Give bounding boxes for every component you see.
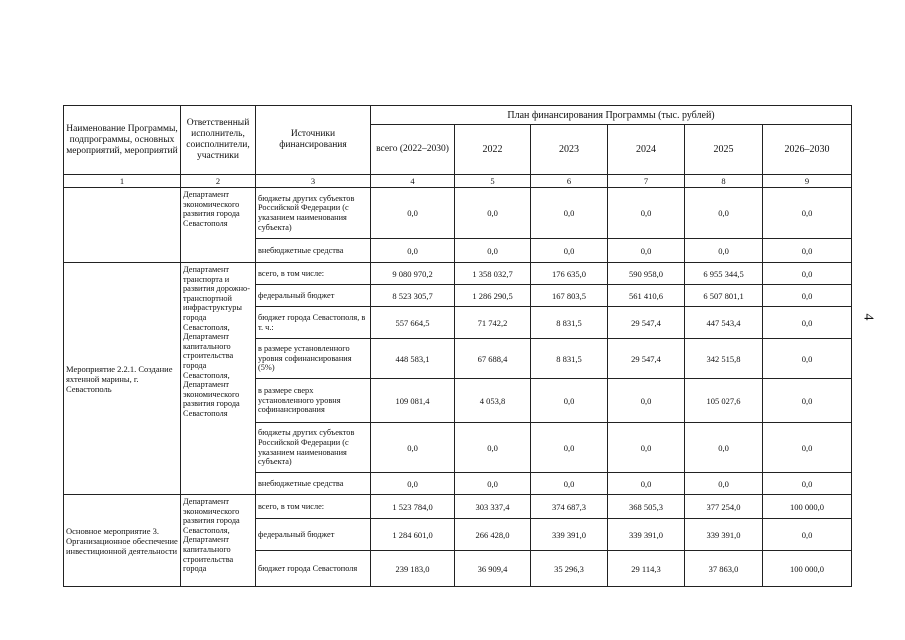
amount-cell: 0,0 bbox=[371, 188, 455, 239]
amount-cell: 35 296,3 bbox=[531, 551, 608, 587]
amount-cell: 71 742,2 bbox=[455, 307, 531, 339]
amount-cell: 105 027,6 bbox=[685, 379, 763, 423]
header-plan-title: План финансирования Программы (тыс. рублей) bbox=[371, 106, 852, 125]
financing-table bbox=[63, 105, 852, 587]
column-number: 8 bbox=[685, 175, 763, 188]
amount-cell: 368 505,3 bbox=[608, 495, 685, 519]
funding-source: всего, в том числе: bbox=[256, 263, 371, 285]
amount-cell: 1 286 290,5 bbox=[455, 285, 531, 307]
column-number: 1 bbox=[64, 175, 181, 188]
amount-cell: 9 080 970,2 bbox=[371, 263, 455, 285]
amount-cell: 0,0 bbox=[763, 263, 852, 285]
funding-source: в размере установленного уровня софинансирования (5%) bbox=[256, 339, 371, 379]
funding-source: федеральный бюджет bbox=[256, 285, 371, 307]
amount-cell: 0,0 bbox=[763, 473, 852, 495]
amount-cell: 0,0 bbox=[531, 473, 608, 495]
amount-cell: 0,0 bbox=[763, 423, 852, 473]
amount-cell: 0,0 bbox=[608, 423, 685, 473]
executor: Департамент экономического развития города Севастополя, Департамент капитального строительства города bbox=[181, 495, 256, 587]
amount-cell: 339 391,0 bbox=[531, 519, 608, 551]
amount-cell: 0,0 bbox=[608, 473, 685, 495]
page-number: 4 bbox=[860, 313, 876, 321]
amount-cell: 0,0 bbox=[763, 519, 852, 551]
amount-cell: 0,0 bbox=[763, 188, 852, 239]
amount-cell: 36 909,4 bbox=[455, 551, 531, 587]
amount-cell: 4 053,8 bbox=[455, 379, 531, 423]
amount-cell: 0,0 bbox=[371, 239, 455, 263]
amount-cell: 100 000,0 bbox=[763, 495, 852, 519]
amount-cell: 0,0 bbox=[531, 188, 608, 239]
activity-name: Основное мероприятие 3. Организационное обеспечение инвестиционной деятельности bbox=[64, 495, 181, 587]
amount-cell: 342 515,8 bbox=[685, 339, 763, 379]
amount-cell: 100 000,0 bbox=[763, 551, 852, 587]
amount-cell: 0,0 bbox=[371, 423, 455, 473]
amount-cell: 377 254,0 bbox=[685, 495, 763, 519]
amount-cell: 6 955 344,5 bbox=[685, 263, 763, 285]
amount-cell: 339 391,0 bbox=[608, 519, 685, 551]
activity-name: Мероприятие 2.2.1. Создание яхтенной марины, г. Севастополь bbox=[64, 263, 181, 495]
amount-cell: 0,0 bbox=[763, 239, 852, 263]
amount-cell: 0,0 bbox=[455, 423, 531, 473]
amount-cell: 29 547,4 bbox=[608, 307, 685, 339]
funding-source: внебюджетные средства bbox=[256, 239, 371, 263]
amount-cell: 29 547,4 bbox=[608, 339, 685, 379]
amount-cell: 37 863,0 bbox=[685, 551, 763, 587]
funding-source: всего, в том числе: bbox=[256, 495, 371, 519]
amount-cell: 0,0 bbox=[455, 188, 531, 239]
funding-source: федеральный бюджет bbox=[256, 519, 371, 551]
column-number: 3 bbox=[256, 175, 371, 188]
column-number: 6 bbox=[531, 175, 608, 188]
amount-cell: 29 114,3 bbox=[608, 551, 685, 587]
funding-source: бюджет города Севастополя bbox=[256, 551, 371, 587]
amount-cell: 239 183,0 bbox=[371, 551, 455, 587]
header-year: 2025 bbox=[685, 125, 763, 175]
amount-cell: 176 635,0 bbox=[531, 263, 608, 285]
amount-cell: 0,0 bbox=[685, 473, 763, 495]
table-row bbox=[64, 263, 852, 285]
funding-source: бюджет города Севастополя, в т. ч.: bbox=[256, 307, 371, 339]
table-row bbox=[64, 495, 852, 519]
header-year: 2026–2030 bbox=[763, 125, 852, 175]
amount-cell: 8 831,5 bbox=[531, 339, 608, 379]
column-number: 7 bbox=[608, 175, 685, 188]
amount-cell: 0,0 bbox=[531, 379, 608, 423]
amount-cell: 0,0 bbox=[455, 473, 531, 495]
executor: Департамент транспорта и развития дорожно-транспортной инфраструктуры города Севастополя, Департамент капитального строительства города Севастополя, Департамент экономического развития города Севастополя bbox=[181, 263, 256, 495]
amount-cell: 339 391,0 bbox=[685, 519, 763, 551]
amount-cell: 0,0 bbox=[531, 423, 608, 473]
amount-cell: 0,0 bbox=[763, 379, 852, 423]
header-year: 2023 bbox=[531, 125, 608, 175]
amount-cell: 0,0 bbox=[763, 339, 852, 379]
funding-source: бюджеты других субъектов Российской Федерации (с указанием наименования субъекта) bbox=[256, 188, 371, 239]
amount-cell: 0,0 bbox=[763, 285, 852, 307]
amount-cell: 109 081,4 bbox=[371, 379, 455, 423]
amount-cell: 0,0 bbox=[608, 379, 685, 423]
amount-cell: 0,0 bbox=[531, 239, 608, 263]
header-name: Наименование Программы, подпрограммы, основных мероприятий, мероприятий bbox=[64, 106, 181, 175]
amount-cell: 0,0 bbox=[608, 188, 685, 239]
amount-cell: 1 358 032,7 bbox=[455, 263, 531, 285]
amount-cell: 8 831,5 bbox=[531, 307, 608, 339]
table-row bbox=[64, 188, 852, 239]
amount-cell: 557 664,5 bbox=[371, 307, 455, 339]
activity-name bbox=[64, 188, 181, 263]
header-year: 2022 bbox=[455, 125, 531, 175]
amount-cell: 266 428,0 bbox=[455, 519, 531, 551]
amount-cell: 374 687,3 bbox=[531, 495, 608, 519]
amount-cell: 0,0 bbox=[763, 307, 852, 339]
amount-cell: 0,0 bbox=[371, 473, 455, 495]
amount-cell: 448 583,1 bbox=[371, 339, 455, 379]
funding-source: в размере сверх установленного уровня софинансирования bbox=[256, 379, 371, 423]
amount-cell: 561 410,6 bbox=[608, 285, 685, 307]
column-number: 4 bbox=[371, 175, 455, 188]
amount-cell: 590 958,0 bbox=[608, 263, 685, 285]
amount-cell: 1 284 601,0 bbox=[371, 519, 455, 551]
amount-cell: 8 523 305,7 bbox=[371, 285, 455, 307]
amount-cell: 303 337,4 bbox=[455, 495, 531, 519]
amount-cell: 67 688,4 bbox=[455, 339, 531, 379]
column-number: 2 bbox=[181, 175, 256, 188]
amount-cell: 0,0 bbox=[455, 239, 531, 263]
amount-cell: 0,0 bbox=[685, 188, 763, 239]
column-number: 5 bbox=[455, 175, 531, 188]
amount-cell: 6 507 801,1 bbox=[685, 285, 763, 307]
header-total: всего (2022–2030) bbox=[371, 125, 455, 175]
amount-cell: 0,0 bbox=[608, 239, 685, 263]
amount-cell: 447 543,4 bbox=[685, 307, 763, 339]
amount-cell: 0,0 bbox=[685, 423, 763, 473]
executor: Департамент экономического развития города Севастополя bbox=[181, 188, 256, 263]
amount-cell: 1 523 784,0 bbox=[371, 495, 455, 519]
column-number: 9 bbox=[763, 175, 852, 188]
header-year: 2024 bbox=[608, 125, 685, 175]
header-sources: Источники финансирования bbox=[256, 106, 371, 175]
header-executor: Ответственный исполнитель, соисполнители, участники bbox=[181, 106, 256, 175]
amount-cell: 167 803,5 bbox=[531, 285, 608, 307]
funding-source: внебюджетные средства bbox=[256, 473, 371, 495]
amount-cell: 0,0 bbox=[685, 239, 763, 263]
funding-source: бюджеты других субъектов Российской Федерации (с указанием наименования субъекта) bbox=[256, 423, 371, 473]
